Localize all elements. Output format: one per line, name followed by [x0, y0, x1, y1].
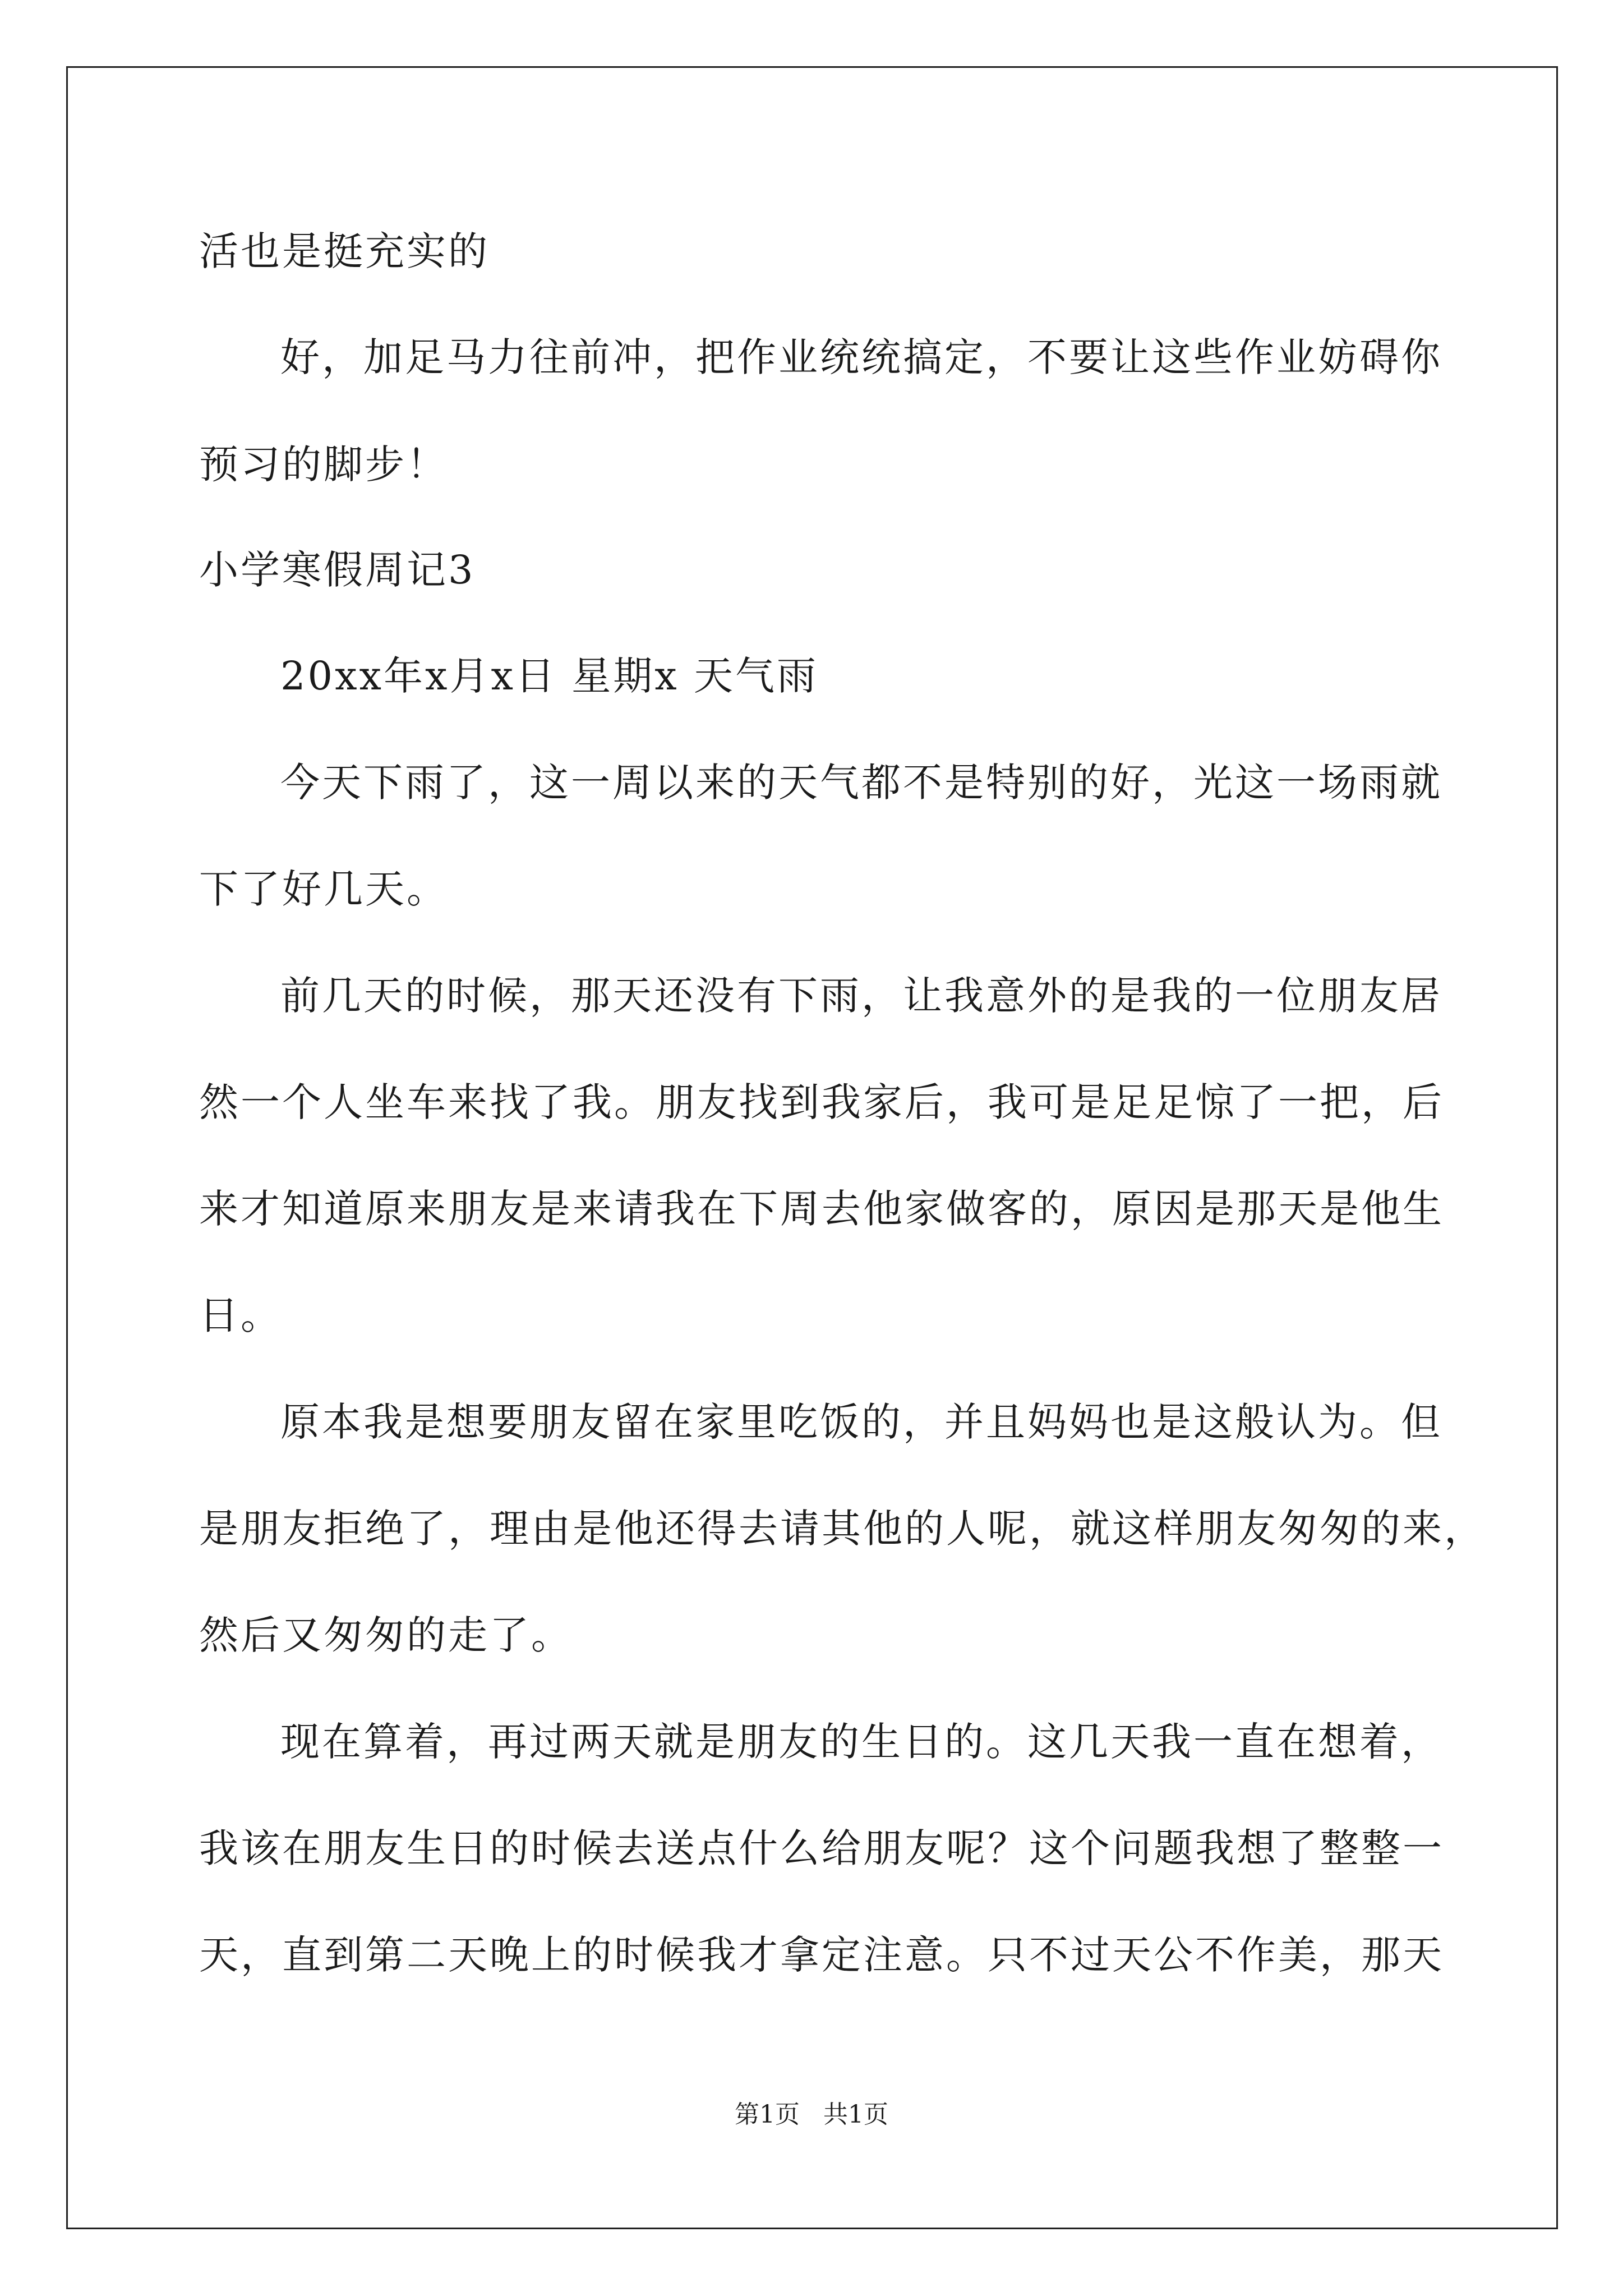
paragraph-line: 原本我是想要朋友留在家里吃饭的，并且妈妈也是这般认为。但: [280, 1399, 1442, 1445]
text-line: 活也是挺充实的: [199, 228, 490, 274]
text-line: 然一个人坐车来找了我。朋友找到我家后，我可是足足惊了一把，后: [199, 1079, 1444, 1125]
text-line: 下了好几天。: [199, 866, 448, 912]
paragraph-line: 前几天的时候，那天还没有下雨，让我意外的是我的一位朋友居: [280, 973, 1442, 1019]
section-heading: 小学寒假周记3: [199, 547, 476, 593]
text-line: 是朋友拒绝了，理由是他还得去请其他的人呢，就这样朋友匆匆的来，: [199, 1506, 1486, 1552]
text-line: 日。: [199, 1292, 282, 1338]
text-line: 天，直到第二天晚上的时候我才拿定注意。只不过天公不作美，那天: [199, 1932, 1444, 1978]
date-line: 20xx年x月x日 星期x 天气雨: [280, 653, 818, 699]
paragraph-line: 好，加足马力往前冲，把作业统统搞定，不要让这些作业妨碍你: [280, 334, 1442, 380]
paragraph-line: 今天下雨了，这一周以来的天气都不是特别的好，光这一场雨就: [280, 760, 1442, 806]
page-frame: [66, 66, 1558, 2229]
text-line: 然后又匆匆的走了。: [199, 1612, 573, 1658]
paragraph-line: 现在算着，再过两天就是朋友的生日的。这几天我一直在想着，: [280, 1719, 1442, 1765]
text-line: 预习的脚步！: [199, 441, 448, 487]
text-line: 来才知道原来朋友是来请我在下周去他家做客的，原因是那天是他生: [199, 1186, 1444, 1232]
text-line: 我该在朋友生日的时候去送点什么给朋友呢？这个问题我想了整整一: [199, 1825, 1444, 1871]
page-footer: 第1页 共1页: [735, 2100, 888, 2129]
